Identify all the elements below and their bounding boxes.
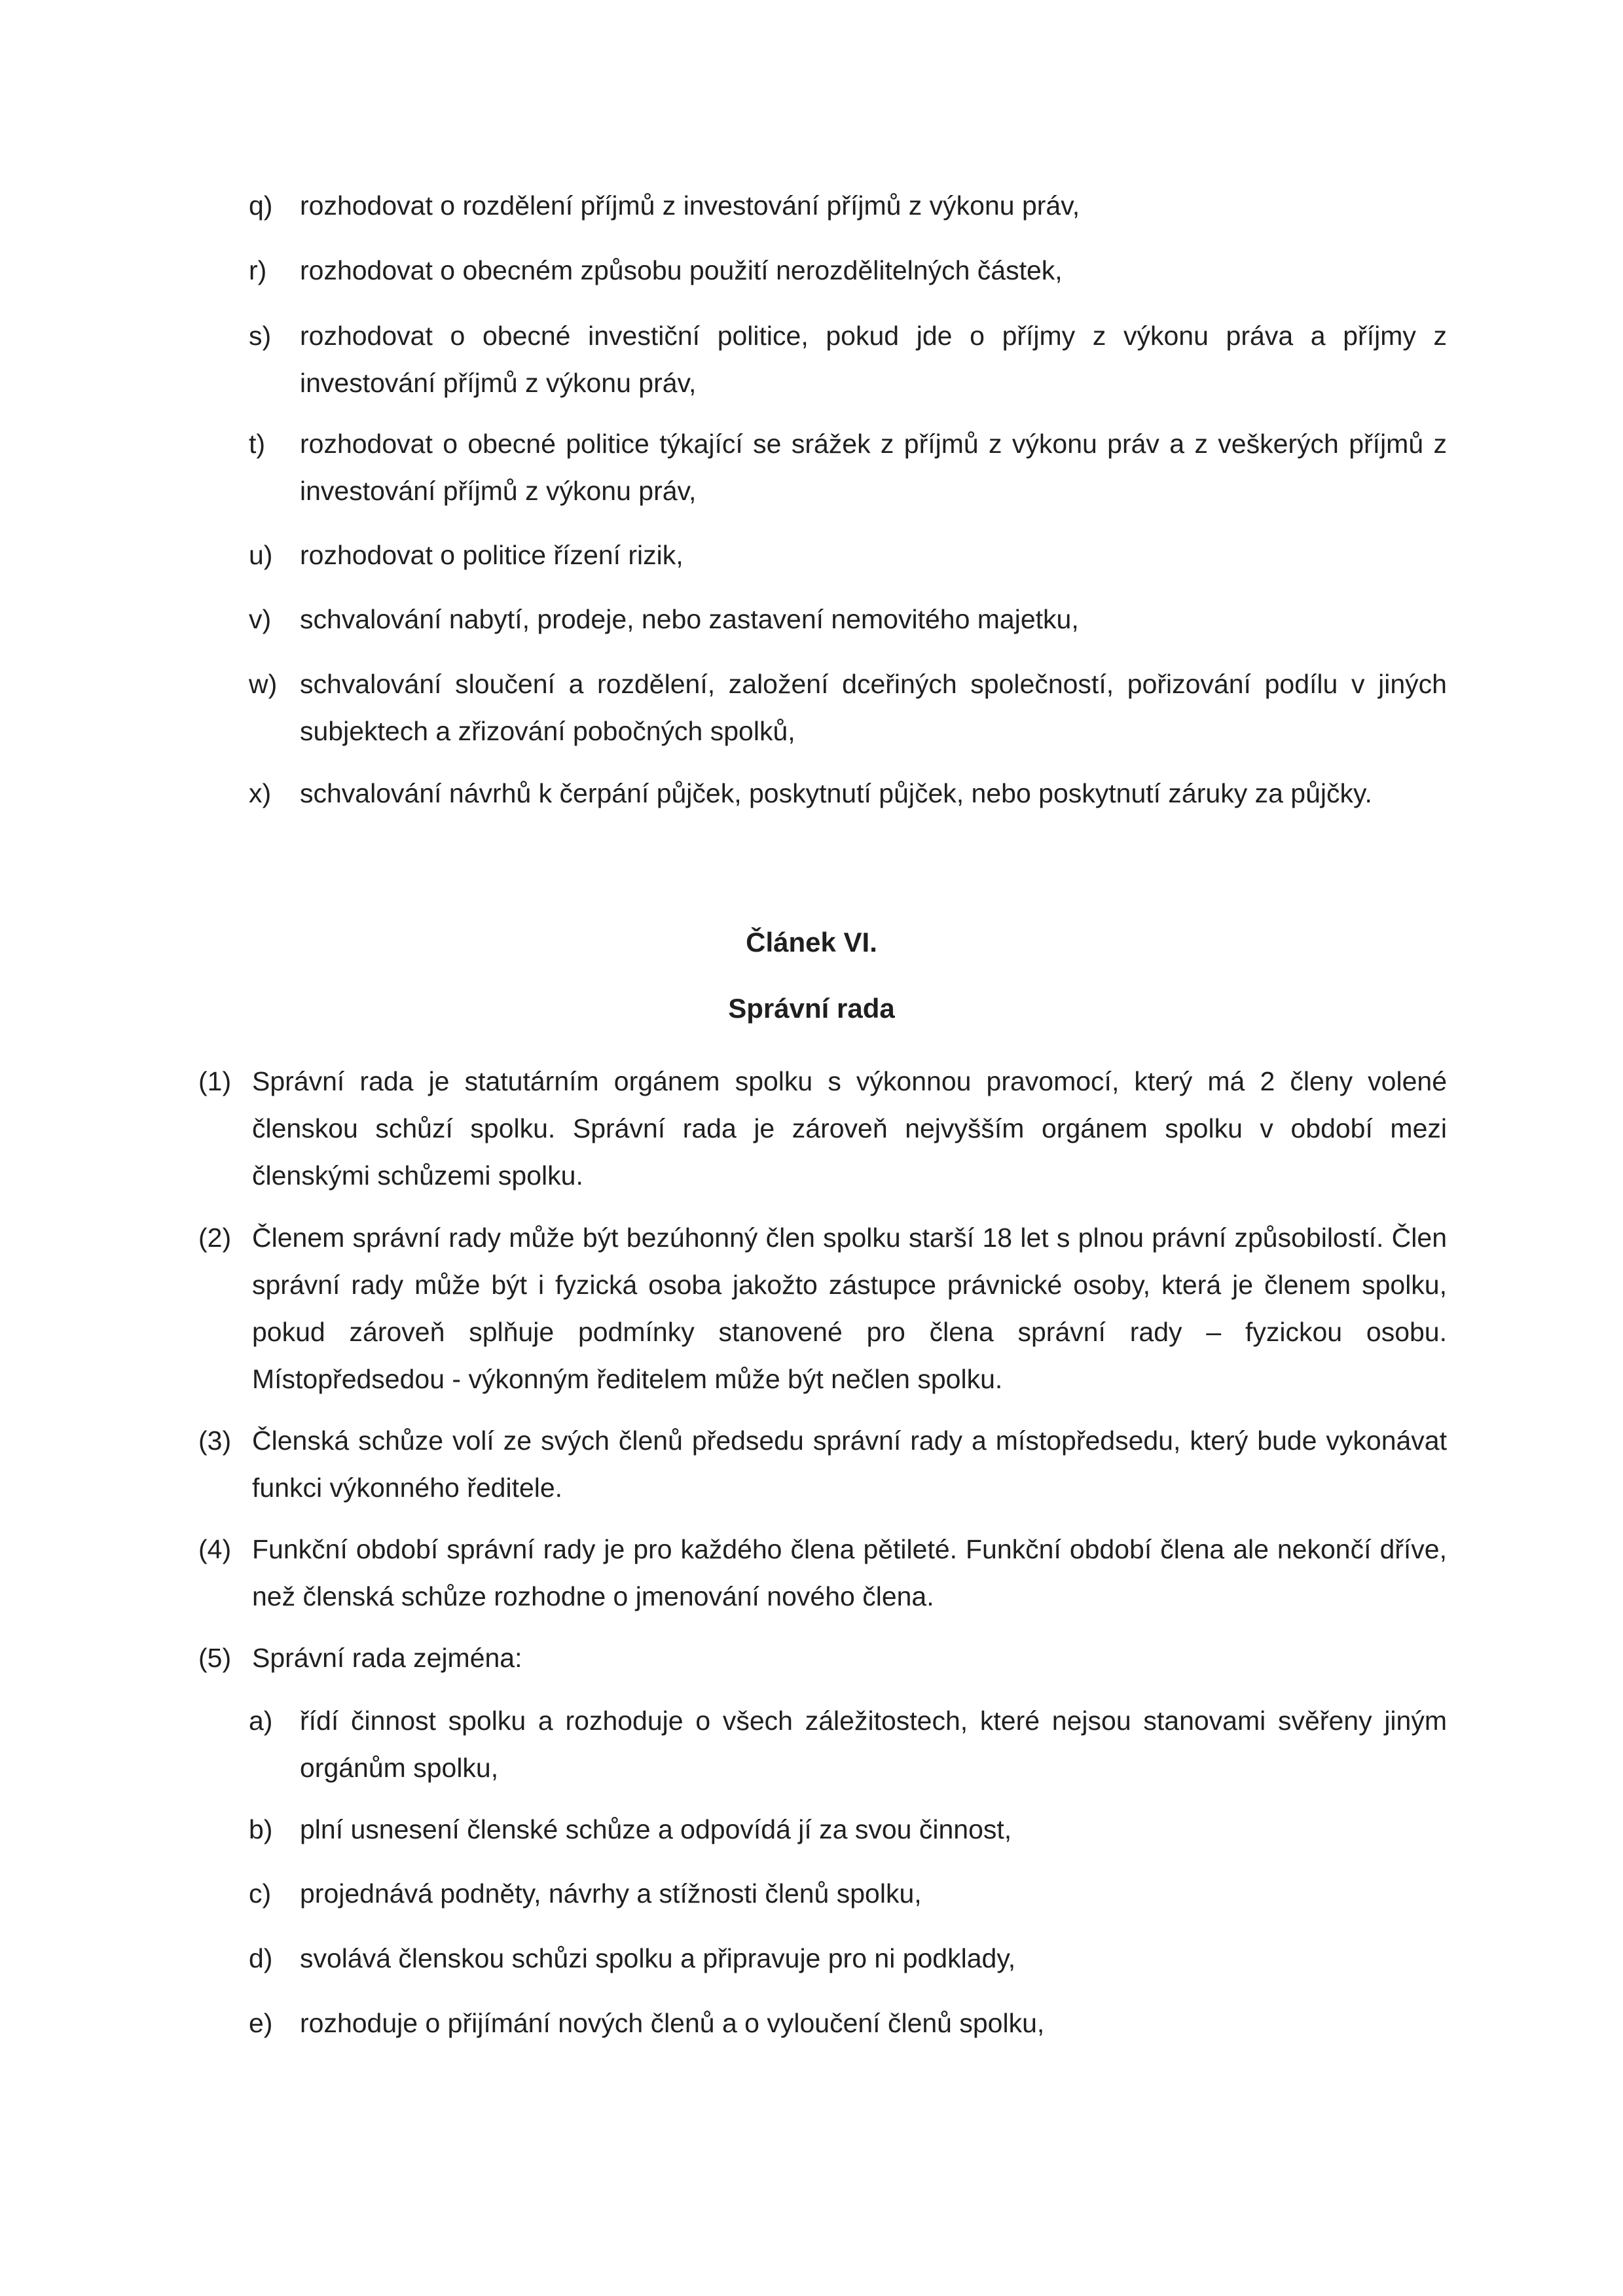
- paragraph-marker: (1): [198, 1066, 232, 1096]
- list-item-v: [249, 596, 1447, 643]
- list-item-text: svolává členskou schůzi spolku a připravuje pro ni podklady,: [300, 1943, 1016, 1973]
- list-item-r: [249, 247, 1447, 294]
- list-marker: s): [249, 321, 272, 351]
- list-item-t: [249, 420, 1447, 514]
- list-item-text: schvalování nabytí, prodeje, nebo zastavení nemovitého majetku,: [300, 604, 1079, 634]
- list-item-b: [249, 1806, 1447, 1853]
- list-item-text: schvalování návrhů k čerpání půjček, poskytnutí půjček, nebo poskytnutí záruky za půjčky.: [300, 778, 1372, 808]
- list-item-text: schvalování sloučení a rozdělení, založení dceřiných společností, pořizování podílu v jiných subjektech a zřizování pobočných spolků,: [300, 669, 1447, 746]
- list-item-text: rozhoduje o přijímání nových členů a o vyloučení členů spolku,: [300, 2008, 1045, 2038]
- list-item-text: řídí činnost spolku a rozhoduje o všech záležitostech, které nejsou stanovami svěřeny jiným orgánům spolku,: [300, 1706, 1447, 1783]
- list-item-text: plní usnesení členské schůze a odpovídá jí za svou činnost,: [300, 1814, 1012, 1844]
- paragraph-1: [198, 1058, 1447, 1199]
- list-item-c: [249, 1870, 1447, 1917]
- list-marker: w): [249, 669, 278, 699]
- list-marker: q): [249, 190, 273, 221]
- paragraph-4: [198, 1526, 1447, 1620]
- paragraph-marker: (2): [198, 1223, 232, 1253]
- article-number: Článek VI.: [746, 927, 877, 958]
- list-item-a: [249, 1697, 1447, 1791]
- list-item-text: rozhodovat o obecném způsobu použití nerozdělitelných částek,: [300, 255, 1063, 285]
- paragraph-3: [198, 1417, 1447, 1511]
- paragraph-marker: (4): [198, 1534, 232, 1564]
- list-item-text: projednává podněty, návrhy a stížnosti členů spolku,: [300, 1878, 922, 1909]
- list-marker: u): [249, 540, 273, 570]
- list-marker: c): [249, 1878, 272, 1909]
- list-marker: x): [249, 778, 272, 808]
- list-item-text: rozhodovat o obecné politice týkající se srážek z příjmů z výkonu práv a z veškerých příjmů z investování příjmů z výkonu práv,: [300, 429, 1447, 506]
- paragraph-text: Členem správní rady může být bezúhonný člen spolku starší 18 let s plnou právní způsobilostí. Člen správní rady může být i fyzická osoba jakožto zástupce právnické osoby, která je členem spolku, pokud zároveň splňuje podmínky stanovené pro člena správní rady – fyzickou osobu. Místopředsedou - výkonným ředitelem může být nečlen spolku.: [252, 1223, 1447, 1394]
- list-marker: e): [249, 2008, 273, 2038]
- list-marker: a): [249, 1706, 273, 1736]
- list-marker: b): [249, 1814, 273, 1844]
- list-marker: v): [249, 604, 272, 634]
- list-item-e: [249, 2000, 1447, 2047]
- paragraph-marker: (3): [198, 1426, 232, 1456]
- paragraph-text: Správní rada je statutárním orgánem spolku s výkonnou pravomocí, který má 2 členy volené členskou schůzí spolku. Správní rada je zároveň nejvyšším orgánem spolku v období mezi členskými schůzemi spolku.: [252, 1066, 1447, 1191]
- list-marker: r): [249, 255, 267, 285]
- list-item-x: [249, 770, 1447, 817]
- paragraph-5: [198, 1634, 1447, 1681]
- list-marker: t): [249, 429, 266, 459]
- paragraph-2: [198, 1214, 1447, 1403]
- paragraph-text: Správní rada zejména:: [252, 1643, 522, 1673]
- paragraph-marker: (5): [198, 1643, 232, 1673]
- paragraph-text: Funkční období správní rady je pro každého člena pětileté. Funkční období člena ale nekončí dříve, než členská schůze rozhodne o jmenování nového člena.: [252, 1534, 1447, 1611]
- list-item-u: [249, 531, 1447, 579]
- paragraph-text: Členská schůze volí ze svých členů předsedu správní rady a místopředsedu, který bude vykonávat funkci výkonného ředitele.: [252, 1426, 1447, 1503]
- list-item-q: [249, 182, 1447, 229]
- list-item-text: rozhodovat o obecné investiční politice, pokud jde o příjmy z výkonu práva a příjmy z investování příjmů z výkonu práv,: [300, 321, 1447, 398]
- list-item-d: [249, 1935, 1447, 1982]
- list-item-s: [249, 312, 1447, 406]
- article-title: Správní rada: [728, 993, 895, 1024]
- list-item-text: rozhodovat o politice řízení rizik,: [300, 540, 684, 570]
- list-item-text: rozhodovat o rozdělení příjmů z investování příjmů z výkonu práv,: [300, 190, 1080, 221]
- list-item-w: [249, 660, 1447, 755]
- list-marker: d): [249, 1943, 273, 1973]
